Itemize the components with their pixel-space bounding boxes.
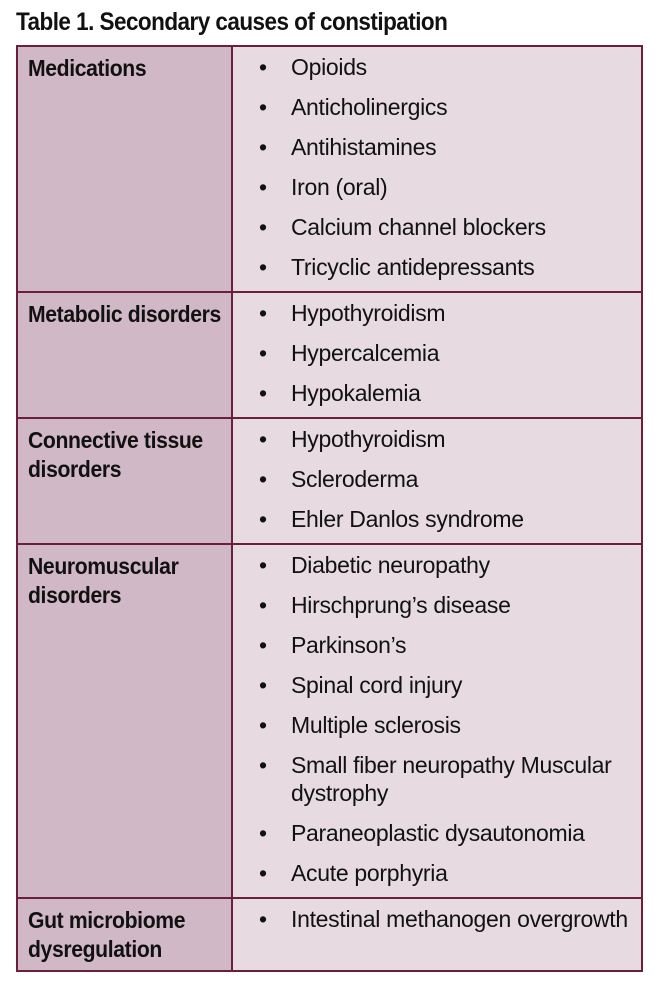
category-label: Medications <box>28 55 147 81</box>
list-item: • Hypokalemia <box>263 379 631 407</box>
list-item: • Ehler Danlos syndrome <box>263 505 631 533</box>
list-item: • Anticholinergics <box>263 93 631 121</box>
list-item: • Hypercalcemia <box>263 339 631 367</box>
list-item: • Hypothyroidism <box>263 299 631 327</box>
category-label: Neuromuscular disorders <box>28 553 179 608</box>
list-item: • Hypothyroidism <box>263 425 631 453</box>
category-cell <box>18 47 233 291</box>
list-item: • Iron (oral) <box>263 173 631 201</box>
list-item: • Hirschprung’s disease <box>263 591 631 619</box>
causes-table <box>16 45 643 972</box>
list-item: • Tricyclic antidepressants <box>263 253 631 281</box>
list-item: • Acute porphyria <box>263 859 631 887</box>
list-item: • Opioids <box>263 53 631 81</box>
list-item: • Calcium channel blockers <box>263 213 631 241</box>
category-cell <box>18 419 233 543</box>
category-label: Metabolic disorders <box>28 301 221 327</box>
table-row <box>18 897 641 970</box>
table-row <box>18 543 641 897</box>
item-list <box>233 293 641 417</box>
item-list <box>233 419 641 543</box>
list-item: • Intestinal methanogen overgrowth <box>263 905 631 933</box>
category-label: Gut microbiome dysregulation <box>28 907 186 962</box>
category-cell <box>18 545 233 897</box>
list-item: • Small fiber neuropathy Muscular dystrophy <box>263 751 631 807</box>
table-row <box>18 291 641 417</box>
list-item: • Scleroderma <box>263 465 631 493</box>
item-list <box>233 47 641 291</box>
list-item: • Paraneoplastic dysautonomia <box>263 819 631 847</box>
item-list <box>233 899 641 970</box>
table-row <box>18 47 641 291</box>
table-title: Table 1. Secondary causes of constipation <box>16 8 448 36</box>
category-label: Connective tissue disorders <box>28 427 203 482</box>
category-cell <box>18 293 233 417</box>
list-item: • Spinal cord injury <box>263 671 631 699</box>
table-row <box>18 417 641 543</box>
list-item: • Diabetic neuropathy <box>263 551 631 579</box>
list-item: • Multiple sclerosis <box>263 711 631 739</box>
list-item: • Antihistamines <box>263 133 631 161</box>
category-cell <box>18 899 233 970</box>
item-list <box>233 545 641 897</box>
list-item: • Parkinson’s <box>263 631 631 659</box>
